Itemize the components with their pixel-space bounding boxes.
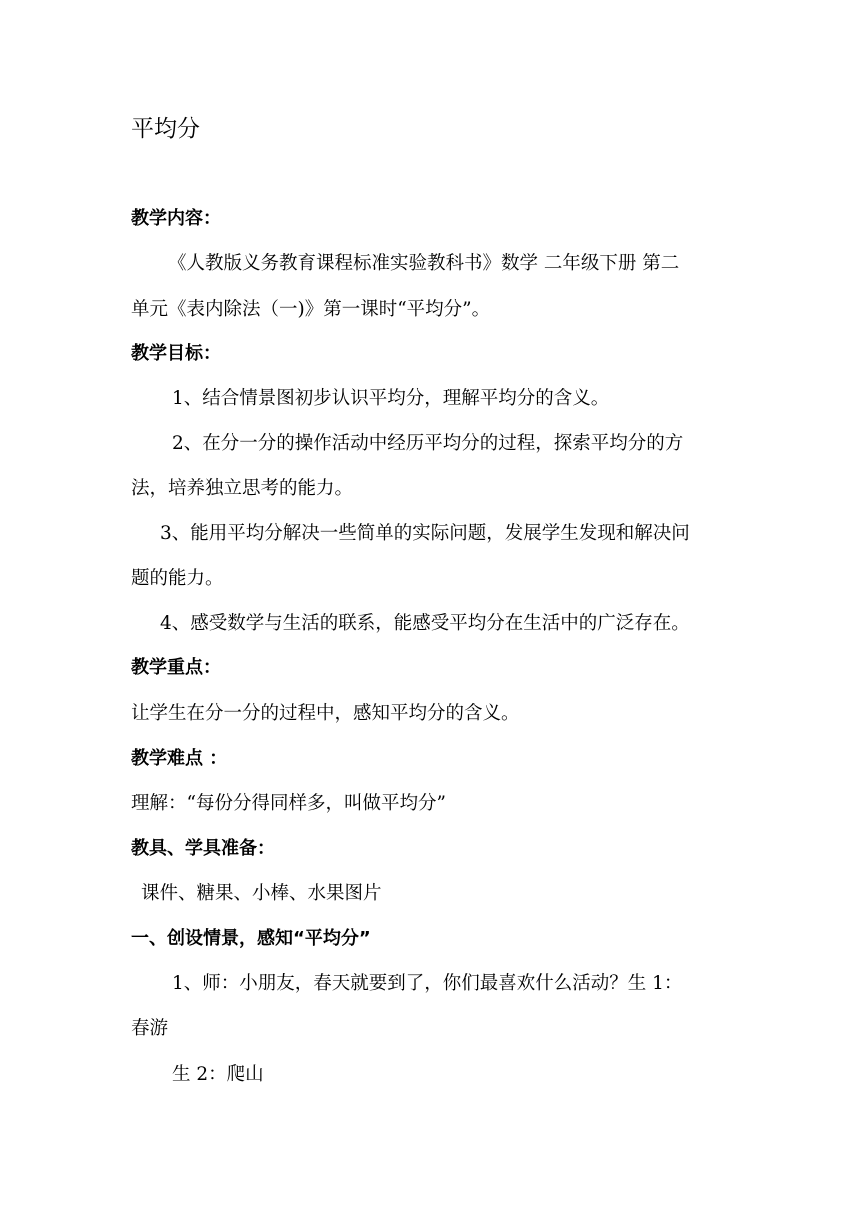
materials-text: 课件、糖果、小棒、水果图片 <box>141 883 382 904</box>
objective-item-2-line-2: 法，培养独立思考的能力。 <box>131 478 354 499</box>
section-1-para-1-line-2: 春游 <box>131 1018 169 1039</box>
objectives-heading: 教学目标： <box>131 343 221 364</box>
objective-item-4: 4、感受数学与生活的联系，能感受平均分在生活中的广泛存在。 <box>160 613 690 634</box>
section-1-heading: 一、创设情景，感知“平均分” <box>131 928 371 949</box>
content-text-line-1: 《人教版义务教育课程标准实验教科书》数学 二年级下册 第二 <box>168 253 680 274</box>
document-title: 平均分 <box>131 116 200 142</box>
objective-item-3-line-2: 题的能力。 <box>131 568 224 589</box>
key-point-text: 让学生在分一分的过程中，感知平均分的含义。 <box>131 703 520 724</box>
content-heading: 教学内容： <box>131 208 221 229</box>
materials-heading: 教具、学具准备： <box>131 838 275 859</box>
objective-item-2-line-1: 2、在分一分的操作活动中经历平均分的过程，探索平均分的方 <box>172 433 684 454</box>
section-1-para-1-line-1: 1、师：小朋友，春天就要到了，你们最喜欢什么活动？生 1： <box>172 973 683 994</box>
content-text-line-2: 单元《表内除法（一)》第一课时“平均分”。 <box>131 299 491 320</box>
section-1-para-2: 生 2：爬山 <box>172 1064 264 1085</box>
difficulty-heading: 教学难点 ： <box>131 748 228 769</box>
objective-item-3-line-1: 3、能用平均分解决一些简单的实际问题，发展学生发现和解决问 <box>160 523 690 544</box>
objective-item-1: 1、结合情景图初步认识平均分，理解平均分的含义。 <box>172 388 610 409</box>
difficulty-text: 理解：“每份分得同样多，叫做平均分” <box>131 793 446 814</box>
key-point-heading: 教学重点： <box>131 657 221 678</box>
